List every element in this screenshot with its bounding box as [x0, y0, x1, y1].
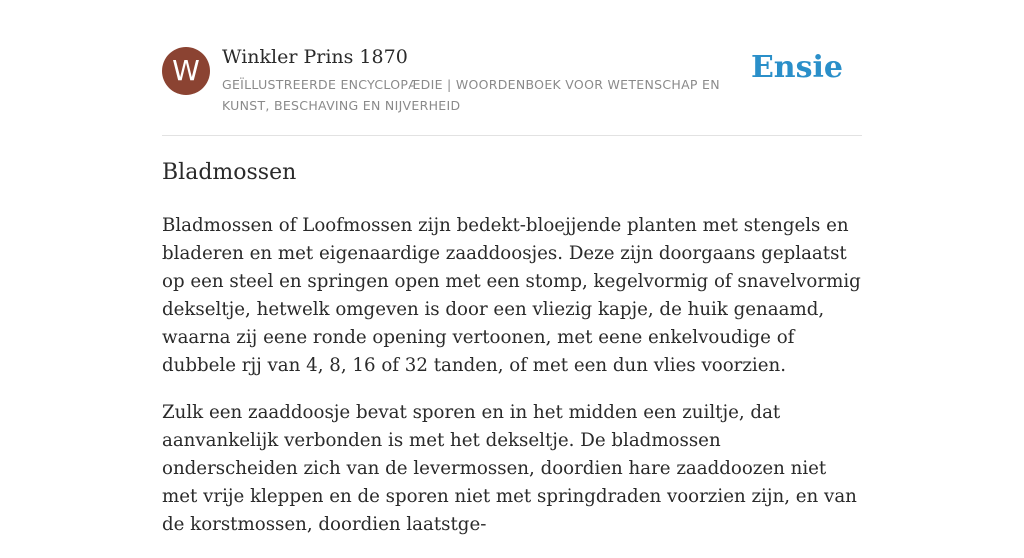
- source-header: [162, 46, 862, 136]
- article-paragraph: Bladmossen of Loofmossen zijn bedekt-bloejjende planten met stengels en bladeren en met eigenaardige zaaddoosjes. Deze zijn doorgaans geplaatst op een steel en springen open met een stomp, kegelvormig of snavelvormig dekseltje, hetwelk omgeven is door een vliezig kapje, de huik genaamd, waarna zij eene ronde opening vertoonen, met eene enkelvoudige of dubbele rjj van 4, 8, 16 of 32 tanden, of met een dun vlies voorzien.: [162, 215, 861, 376]
- header-divider: [162, 135, 862, 136]
- source-avatar[interactable]: W: [162, 47, 210, 95]
- article-title: Bladmossen: [162, 160, 297, 185]
- article-body: [162, 212, 862, 558]
- source-subtitle: GEÏLLUSTREERDE ENCYCLOPÆDIE | WOORDENBOEK VOOR WETENSCHAP EN KUNST, BESCHAVING EN NIJVERHEID: [222, 77, 720, 113]
- article-paragraph: Zulk een zaaddoosje bevat sporen en in het midden een zuiltje, dat aanvankelijk verbonden is met het dekseltje. De bladmossen onderscheiden zich van de levermossen, doordien hare zaaddoozen niet met vrije kleppen en de sporen niet met springdraden voorzien zijn, en van de korstmossen, doordien laatstge-: [162, 402, 857, 535]
- source-title-link[interactable]: Winkler Prins 1870: [222, 46, 408, 68]
- brand-logo[interactable]: Ensie: [750, 50, 843, 85]
